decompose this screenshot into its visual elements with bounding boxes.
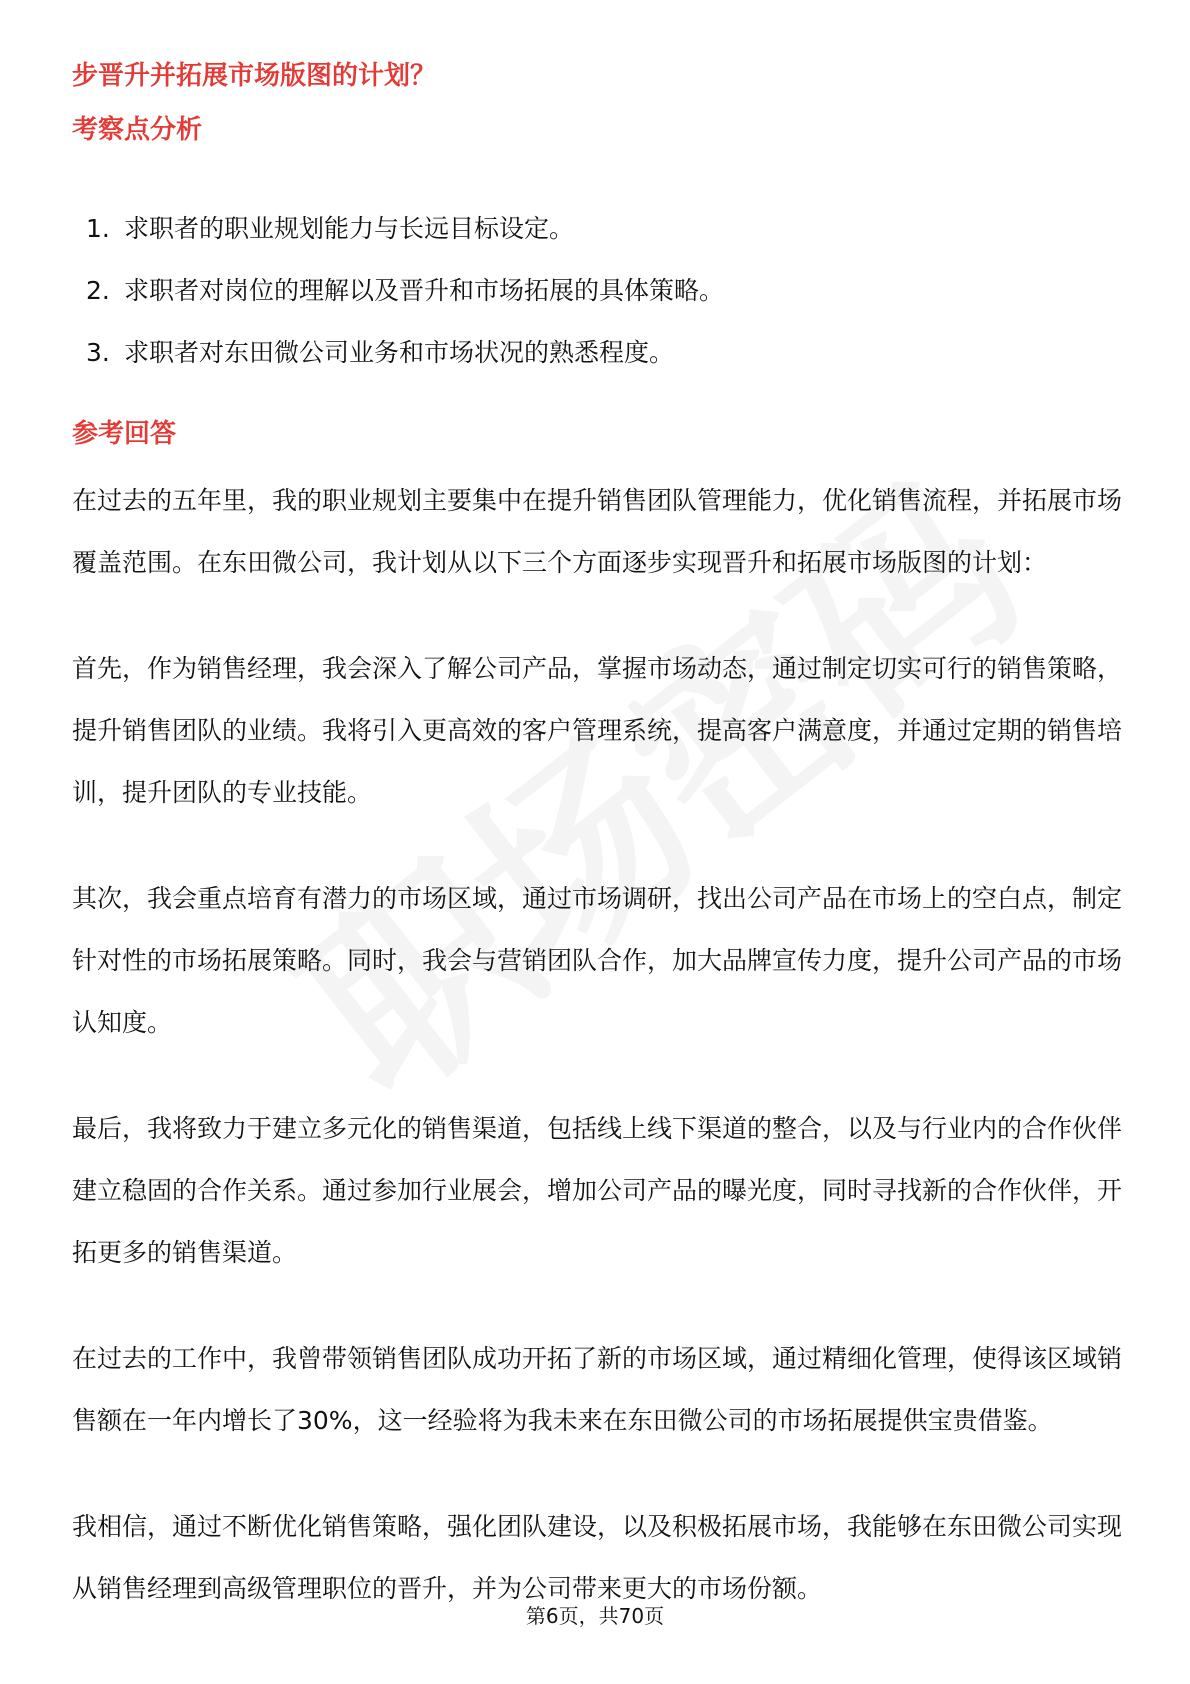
list-number: 1. xyxy=(86,214,110,243)
answer-paragraph: 首先，作为销售经理，我会深入了解公司产品，掌握市场动态，通过制定切实可行的销售策略，提升销售团队的业绩。我将引入更高效的客户管理系统，提高客户满意度，并通过定期的销售培训，提升团队的专业技能。 xyxy=(72,654,1123,807)
analysis-heading: 考察点分析 xyxy=(72,115,203,145)
page-number: 第6页，共70页 xyxy=(525,1604,665,1628)
answer-heading: 参考回答 xyxy=(72,419,177,449)
list-item xyxy=(72,322,1122,384)
list-number: 3. xyxy=(86,338,110,367)
list-text: 求职者对岗位的理解以及晋升和市场拓展的具体策略。 xyxy=(124,276,725,305)
answer-paragraph: 在过去的工作中，我曾带领销售团队成功开拓了新的市场区域，通过精细化管理，使得该区域销售额在一年内增长了30%，这一经验将为我未来在东田微公司的市场拓展提供宝贵借鉴。 xyxy=(72,1344,1123,1435)
list-number: 2. xyxy=(86,276,110,305)
answer-paragraph: 最后，我将致力于建立多元化的销售渠道，包括线上线下渠道的整合，以及与行业内的合作伙伴建立稳固的合作关系。通过参加行业展会，增加公司产品的曝光度，同时寻找新的合作伙伴，开拓更多的销售渠道。 xyxy=(72,1114,1123,1267)
list-text: 求职者的职业规划能力与长远目标设定。 xyxy=(124,214,575,243)
answer-paragraph: 我相信，通过不断优化销售策略，强化团队建设，以及积极拓展市场，我能够在东田微公司实现从销售经理到高级管理职位的晋升，并为公司带来更大的市场份额。 xyxy=(72,1512,1123,1603)
list-item xyxy=(72,198,1122,260)
analysis-list xyxy=(72,198,1122,384)
question-title-continuation: 步晋升并拓展市场版图的计划？ xyxy=(72,61,437,91)
answer-paragraph: 其次，我会重点培育有潜力的市场区域，通过市场调研，找出公司产品在市场上的空白点，制定针对性的市场拓展策略。同时，我会与营销团队合作，加大品牌宣传力度，提升公司产品的市场认知度。 xyxy=(72,884,1123,1037)
document-body xyxy=(72,52,1122,1664)
list-text: 求职者对东田微公司业务和市场状况的熟悉程度。 xyxy=(124,338,675,367)
list-item xyxy=(72,260,1122,322)
answer-paragraph: 在过去的五年里，我的职业规划主要集中在提升销售团队管理能力，优化销售流程，并拓展市场覆盖范围。在东田微公司，我计划从以下三个方面逐步实现晋升和拓展市场版图的计划： xyxy=(72,486,1123,577)
